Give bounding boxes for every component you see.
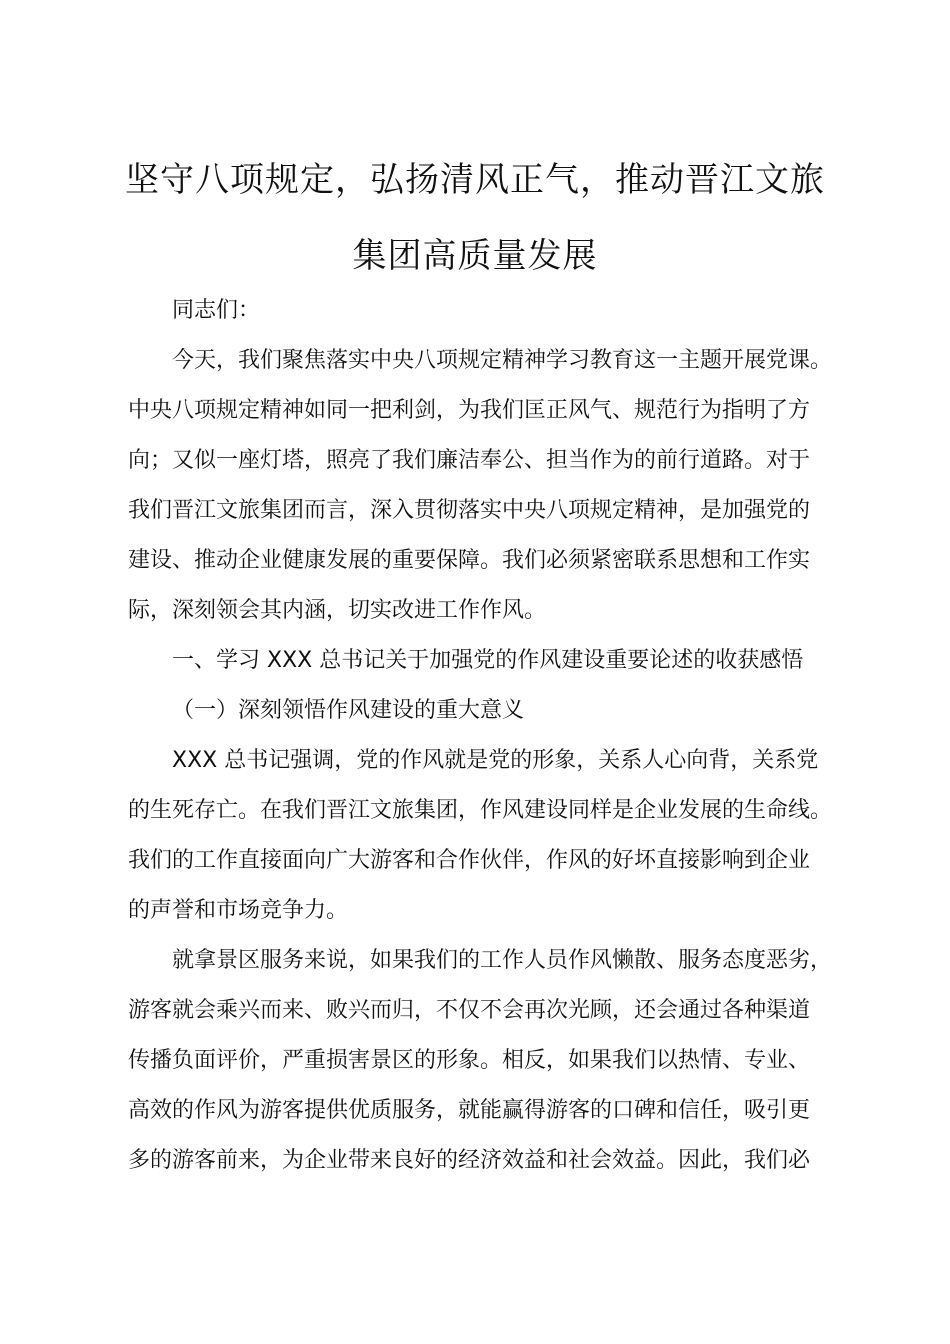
paragraph-line: 我们晋江文旅集团而言，深入贯彻落实中央八项规定精神，是加强党的: [128, 498, 811, 523]
paragraph-line: 游客就会乘兴而来、败兴而归，不仅不会再次光顾，还会通过各种渠道: [128, 998, 811, 1023]
paragraph-line: 多的游客前来，为企业带来良好的经济效益和社会效益。因此，我们必: [128, 1148, 811, 1173]
paragraph-line: 的生死存亡。在我们晋江文旅集团，作风建设同样是企业发展的生命线。: [128, 798, 833, 823]
paragraph-line: 建设、推动企业健康发展的重要保障。我们必须紧密联系思想和工作实: [128, 548, 811, 573]
paragraph-line: XXX 总书记强调，党的作风就是党的形象，关系人心向背，关系党: [172, 748, 819, 773]
document-title-line-1: 坚守八项规定，弘扬清风正气，推动晋江文旅: [125, 160, 825, 200]
paragraph-line: 我们的工作直接面向广大游客和合作伙伴，作风的好坏直接影响到企业: [128, 848, 811, 873]
document-title-line-2: 集团高质量发展: [352, 236, 598, 276]
subsection-heading: （一）深刻领悟作风建设的重大意义: [172, 698, 525, 723]
paragraph-line: 的声誉和市场竞争力。: [128, 898, 349, 923]
paragraph-line: 际，深刻领会其内涵，切实改进工作作风。: [128, 598, 547, 623]
salutation: 同志们：: [172, 298, 261, 323]
paragraph-line: 今天，我们聚焦落实中央八项规定精神学习教育这一主题开展党课。: [172, 348, 833, 373]
paragraph-line: 就拿景区服务来说，如果我们的工作人员作风懒散、服务态度恶劣，: [172, 948, 833, 973]
section-heading: 一、学习 XXX 总书记关于加强党的作风建设重要论述的收获感悟: [172, 648, 804, 673]
paragraph-line: 高效的作风为游客提供优质服务，就能赢得游客的口碑和信任，吸引更: [128, 1098, 811, 1123]
paragraph-line: 传播负面评价，严重损害景区的形象。相反，如果我们以热情、专业、: [128, 1048, 811, 1073]
paragraph-line: 中央八项规定精神如同一把利剑，为我们匡正风气、规范行为指明了方: [128, 398, 811, 423]
paragraph-line: 向；又似一座灯塔，照亮了我们廉洁奉公、担当作为的前行道路。对于: [128, 448, 811, 473]
